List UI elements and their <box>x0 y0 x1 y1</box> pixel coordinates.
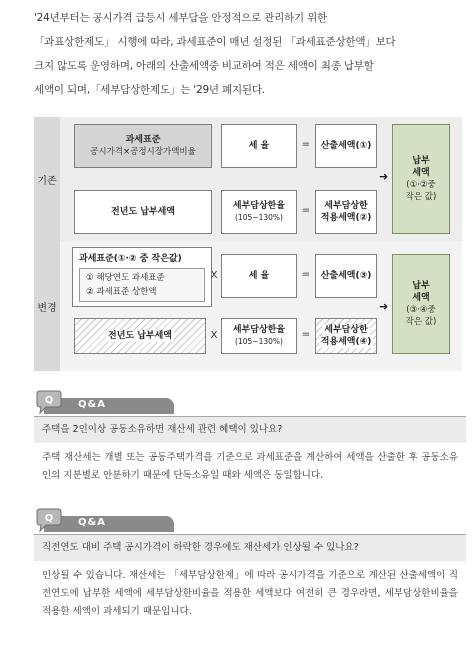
cap-tax-line1: 세부담상한 <box>324 325 368 335</box>
cap-tax-line2: 적용세액(④) <box>320 337 372 347</box>
qa-answer: 주택 재산세는 개별 또는 공동주택가격을 기준으로 과세표준을 계산하여 세액을 산출한 후 공동소유인의 지분별로 안분하기 때문에 단독소유일 때와 세액은 동일합니다. <box>42 452 458 481</box>
tax-base-formula: 공시가격×공정시장가액비율 <box>90 147 196 157</box>
times-sign: X <box>210 330 218 341</box>
result-line4: 작은 값) <box>405 317 437 327</box>
tax-rate-box <box>221 254 297 298</box>
prev-tax-label: 전년도 납부세액 <box>108 331 172 341</box>
cap-rate-title: 세부담상한율 <box>232 201 286 211</box>
qa-section-2 <box>34 514 466 621</box>
result-line3: (①·②중 <box>406 180 436 190</box>
qa-answer: 인상될 수 있습니다. 재산세는 「세부담상한제」에 따라 공시가격을 기준으로 계산된 산출세액이 직전연도에 납부한 세액에 세부담상한비율을 적용한 세액보다 여전히 큰 경우라면, 세부담상한비율을 적용한 세액이 과세되기 때문입니다. <box>42 570 458 617</box>
qa-tab-label: Q&A <box>78 399 106 410</box>
cap-rate-range: (105~130%) <box>235 213 283 222</box>
qa-header <box>34 396 466 416</box>
result-line4: 작은 값) <box>405 192 437 202</box>
cap-tax-box <box>315 318 377 354</box>
tax-base-options-list <box>79 268 205 302</box>
qa-question: 직전연도 대비 주택 공시가격이 하락한 경우에도 재산세가 인상될 수 있나요? <box>34 534 466 561</box>
qa-tab-label: Q&A <box>78 517 106 528</box>
svg-text:Q: Q <box>44 395 54 406</box>
tax-rate-label: 세 율 <box>248 271 270 281</box>
tax-rate-label: 세 율 <box>248 141 270 151</box>
result-line2: 세액 <box>412 293 430 303</box>
result-line1: 납부 <box>412 281 430 291</box>
tax-base-options-box <box>72 247 212 307</box>
tax-base-box <box>74 124 212 168</box>
equals-sign: = <box>301 139 311 150</box>
prev-tax-box <box>74 190 212 234</box>
cap-rate-box <box>221 318 297 354</box>
equals-sign: = <box>301 329 311 340</box>
cap-rate-range: (105~130%) <box>235 337 283 346</box>
equals-sign: = <box>301 269 311 280</box>
calc-tax-box <box>315 124 377 168</box>
calc-tax-label: 산출세액(③) <box>320 271 372 281</box>
intro-line: 크지 않도록 운영하며, 아래의 산출세액중 비교하여 적은 세액이 최종 납부할 <box>34 60 374 72</box>
cap-tax-line2: 적용세액(②) <box>320 213 372 223</box>
calc-tax-box <box>315 254 377 298</box>
prev-tax-box <box>74 318 206 354</box>
tax-base-options-title: 과세표준(①·② 중 작은값) <box>79 254 182 264</box>
calc-tax-label: 산출세액(①) <box>320 141 372 151</box>
intro-line: 「과표상한제도」 시행에 따라, 과세표준이 매년 설정된 「과세표준상한액」보다 <box>34 36 396 48</box>
tax-rate-box <box>221 124 297 168</box>
row-label-before: 기존 <box>34 117 60 241</box>
times-sign: X <box>210 270 218 281</box>
tax-base-title: 과세표준 <box>125 135 161 145</box>
tax-base-option: ① 해당연도 과세표준 <box>86 273 165 283</box>
tax-calculation-diagram <box>34 117 462 377</box>
tax-base-option: ② 과세표준 상한액 <box>86 287 157 297</box>
arrow-right-icon: ➜ <box>379 170 389 183</box>
result-line2: 세액 <box>412 168 430 178</box>
cap-tax-line1: 세부담상한 <box>324 201 368 211</box>
qa-section-1 <box>34 396 466 485</box>
intro-line: 세액이 되며,「세부담상한제도」는 '29년 폐지된다. <box>34 84 265 96</box>
qa-speech-bubble-icon <box>34 508 64 534</box>
intro-paragraph <box>34 6 464 102</box>
svg-text:Q: Q <box>44 513 54 524</box>
result-box-before <box>392 124 450 234</box>
cap-rate-title: 세부담상한율 <box>232 325 286 335</box>
row-label-after: 변경 <box>34 241 60 371</box>
prev-tax-label: 전년도 납부세액 <box>111 207 175 217</box>
result-line1: 납부 <box>412 156 430 166</box>
result-line3: (③·④중 <box>406 305 436 315</box>
arrow-right-icon: ➜ <box>379 300 389 313</box>
qa-speech-bubble-icon <box>34 390 64 416</box>
qa-header <box>34 514 466 534</box>
cap-tax-box <box>315 190 377 234</box>
intro-line: '24년부터는 공시가격 급등시 세부담을 안정적으로 관리하기 위한 <box>34 12 327 24</box>
cap-rate-box <box>221 190 297 234</box>
result-box-after <box>392 254 450 354</box>
equals-sign: = <box>301 205 311 216</box>
qa-question: 주택을 2인이상 공동소유하면 재산세 관련 혜택이 있나요? <box>34 416 466 443</box>
